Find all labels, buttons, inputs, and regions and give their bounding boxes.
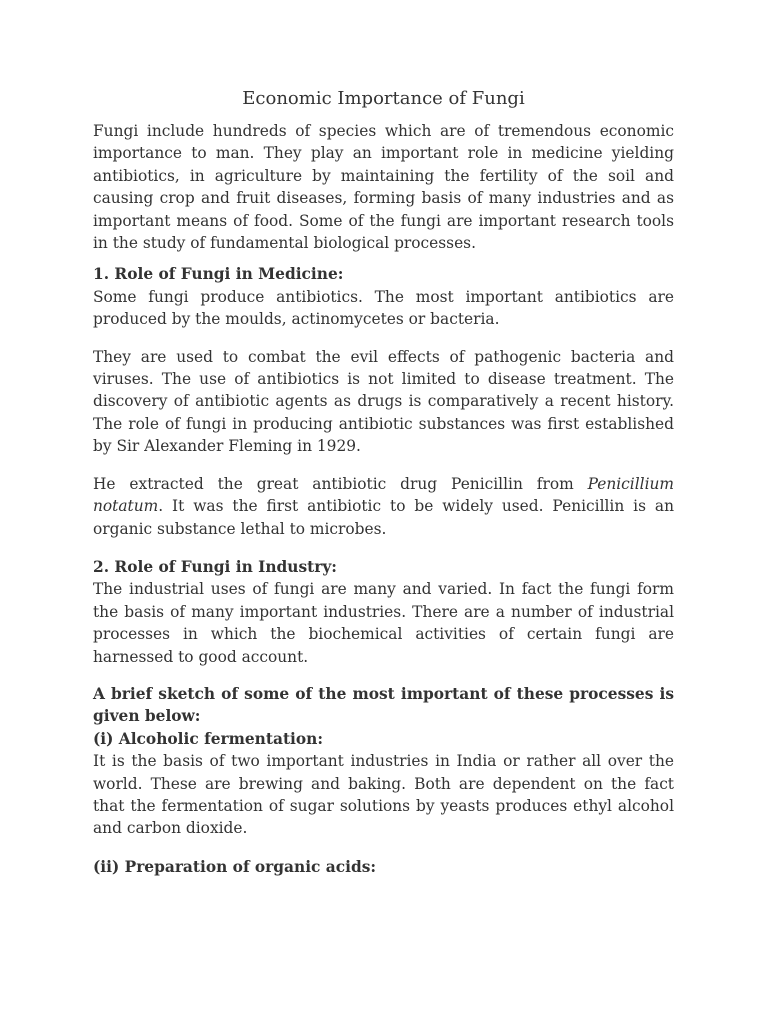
species-name: Penicillium notatum <box>93 474 674 516</box>
document-body <box>93 86 674 878</box>
section-heading-medicine: 1. Role of Fungi in Medicine: <box>93 265 344 284</box>
alcoholic-fermentation-paragraph: It is the basis of two important industries in India or rather all over the world. These are brewing and baking. Both are dependent on the fact that the fermentation of sugar solutions by yeasts produces ethyl alcohol and carbon dioxide. <box>93 752 674 838</box>
section-heading-industry: 2. Role of Fungi in Industry: <box>93 557 337 576</box>
industry-paragraph-1: The industrial uses of fungi are many and varied. In fact the fungi form the basis of many important industries. There are a number of industrial processes in which the biochemical activities of certain fungi are harnessed to good account. <box>93 580 674 666</box>
medicine-paragraph-2: They are used to combat the evil effects of pathogenic bacteria and viruses. The use of antibiotics is not limited to disease treatment. The discovery of antibiotic agents as drugs is comparatively a recent history. The role of fungi in producing antibiotic substances was first established by Sir Alexander Fleming in 1929. <box>93 347 674 456</box>
medicine-paragraph-1: Some fungi produce antibiotics. The most important antibiotics are produced by the moulds, actinomycetes or bacteria. <box>93 287 674 329</box>
industry-sketch-intro: A brief sketch of some of the most important of these processes is given below: <box>93 684 674 726</box>
subheading-alcoholic-fermentation: (i) Alcoholic fermentation: <box>93 729 324 748</box>
intro-paragraph: Fungi include hundreds of species which are of tremendous economic importance to man. They play an important role in medicine yielding antibiotics, in agriculture by maintaining the fertility of the soil and causing crop and fruit diseases, forming basis of many industries and as important means of food. Some of the fungi are important research tools in the study of fundamental biological processes. <box>93 122 674 253</box>
page-title: Economic Importance of Fungi <box>242 88 525 109</box>
medicine-paragraph-3 <box>93 473 674 540</box>
penicillin-text-start: He extracted the great antibiotic drug Penicillin from <box>93 474 588 493</box>
penicillin-text-end: . It was the first antibiotic to be widely used. Penicillin is an organic substance lethal to microbes. <box>93 497 674 538</box>
subheading-organic-acids: (ii) Preparation of organic acids: <box>93 857 377 876</box>
